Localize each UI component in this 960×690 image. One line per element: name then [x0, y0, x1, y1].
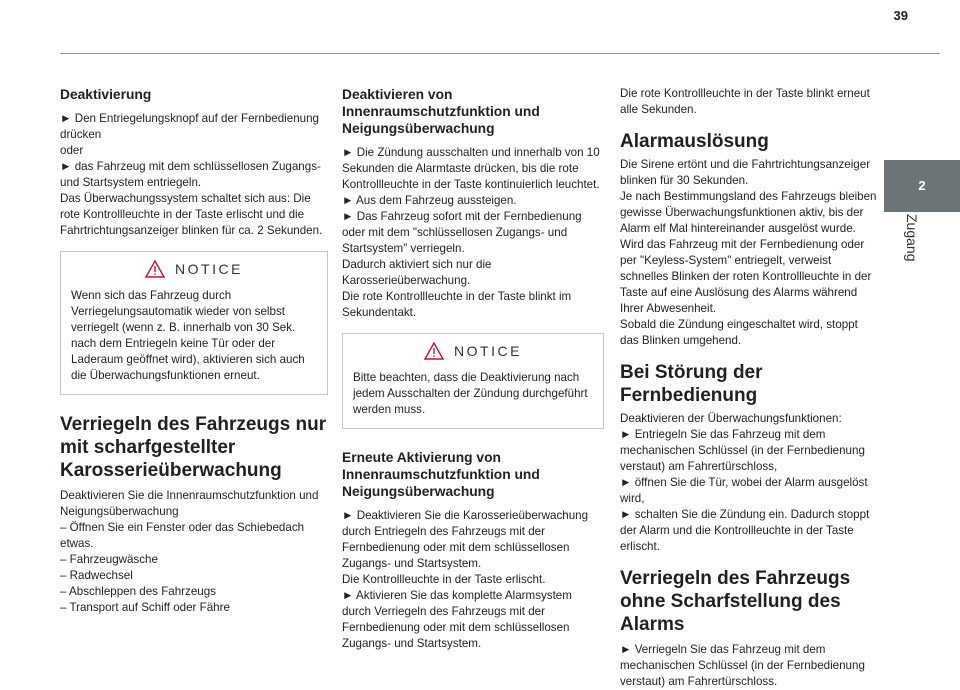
paragraph: Je nach Bestimmungsland des Fahrzeugs bleiben gewisse Überwachungsfunktionen aktiv, bis der Alarm elf Mal hintereinander ausgelöst wurde. — [620, 190, 877, 235]
alarm-text — [620, 157, 878, 349]
column-3 — [620, 80, 878, 690]
warning-icon — [145, 260, 165, 278]
heading-alarm-trigger: Alarmauslösung — [620, 131, 769, 152]
deactivate-interior-steps — [342, 145, 604, 321]
paragraph: Die Kontrollleuchte in der Taste erlischt. — [342, 573, 546, 586]
warning-icon — [424, 342, 444, 360]
paragraph: Dadurch aktiviert sich nur die Karosserieüberwachung. — [342, 258, 492, 287]
chapter-title: Zugang — [904, 214, 920, 262]
header-divider — [60, 53, 940, 54]
column-2 — [342, 80, 604, 652]
step: oder — [60, 144, 84, 157]
heading-lock-body-only: Verriegeln des Fahrzeugs nur mit scharfgestellter Karosserieüberwachung — [60, 414, 327, 481]
list-item: – Radwechsel — [60, 569, 133, 582]
paragraph: Die rote Kontrollleuchte in der Taste blinkt im Sekundentakt. — [342, 290, 572, 319]
list-item: – Transport auf Schiff oder Fähre — [60, 601, 230, 614]
paragraph: Die rote Kontrollleuchte in der Taste blinkt erneut alle Sekunden. — [620, 87, 870, 116]
heading-deactivate-interior: Deaktivieren von Innenraumschutzfunktion und Neigungsüberwachung — [342, 87, 540, 136]
list-item: – Fahrzeugwäsche — [60, 553, 158, 566]
paragraph: Deaktivieren Sie die Innenraumschutzfunktion und Neigungsüberwachung — [60, 489, 319, 518]
step: ► Aus dem Fahrzeug aussteigen. — [342, 194, 517, 207]
notice-box — [60, 251, 328, 395]
reactivate-steps — [342, 508, 604, 652]
step: ► Verriegeln Sie das Fahrzeug mit dem mechanischen Schlüssel (in der Fernbedienung verstaut) am Fahrertürschloss. — [620, 643, 865, 688]
deactivation-steps — [60, 111, 328, 239]
step: ► Den Entriegelungsknopf auf der Fernbedienung drücken — [60, 112, 319, 141]
page-number: 39 — [893, 8, 908, 23]
step: ► Deaktivieren Sie die Karosserieüberwachung durch Entriegeln des Fahrzeugs mit der Fernbedienung oder mit dem schlüssellosen Zugangs- und Startsystem. — [342, 509, 589, 570]
heading-lock-without-alarm: Verriegeln des Fahrzeugs ohne Scharfstellung des Alarms — [620, 568, 851, 635]
chapter-label — [898, 214, 938, 314]
heading-deactivation: Deaktivierung — [60, 87, 152, 102]
paragraph: Deaktivieren der Überwachungsfunktionen: — [620, 412, 842, 425]
step: ► Entriegeln Sie das Fahrzeug mit dem mechanischen Schlüssel (in der Fernbedienung verstaut) am Fahrertürschloss, — [620, 428, 865, 473]
list-item: – Abschleppen des Fahrzeugs — [60, 585, 216, 598]
column-1 — [60, 80, 328, 616]
notice-title: NOTICE — [454, 343, 522, 359]
paragraph: Sobald die Zündung eingeschaltet wird, stoppt das Blinken umgehend. — [620, 318, 858, 347]
paragraph: Das Überwachungssystem schaltet sich aus: Die rote Kontrollleuchte in der Taste erlischt und die Fahrtrichtungsanzeiger blinken für ca. 2 Sekunden. — [60, 192, 323, 237]
step: ► Das Fahrzeug sofort mit der Fernbedienung oder mit dem "schlüssellosen Zugangs- und Startsystem" verriegeln. — [342, 210, 582, 255]
remote-failure-steps — [620, 411, 878, 555]
step: ► öffnen Sie die Tür, wobei der Alarm ausgelöst wird, — [620, 476, 868, 505]
step: ► das Fahrzeug mit dem schlüssellosen Zugangs- und Startsystem entriegeln. — [60, 160, 321, 189]
notice-text: Wenn sich das Fahrzeug durch Verriegelungsautomatik wieder von selbst verriegelt (wenn z. B. innerhalb von 30 Sek. nach dem Entriegeln keine Tür oder der Laderaum geöffnet wird), aktivieren sich auch die Überwachungsfunktionen erneut. — [71, 289, 305, 382]
notice-box — [342, 333, 604, 429]
heading-reactivate: Erneute Aktivierung von Innenraumschutzfunktion und Neigungsüberwachung — [342, 450, 540, 499]
list-item: – Öffnen Sie ein Fenster oder das Schiebedach etwas. — [60, 521, 305, 550]
step: ► schalten Sie die Zündung ein. Dadurch stoppt der Alarm und die Kontrollleuchte in der Taste erlischt. — [620, 508, 870, 553]
notice-text: Bitte beachten, dass die Deaktivierung nach jedem Ausschalten der Zündung durchgeführt werden muss. — [353, 371, 588, 416]
paragraph: Wird das Fahrzeug mit der Fernbedienung oder per "Keyless-System" entriegelt, verweist schnelles Blinken der roten Kontrollleuchte in der Taste auf eine Auslösung des Alarms während Ihrer Abwesenheit. — [620, 238, 872, 315]
lock-list — [60, 488, 328, 616]
step: ► Die Zündung ausschalten und innerhalb von 10 Sekunden die Alarmtaste drücken, bis die rote Kontrollleuchte in der Taste kontinuierlich leuchtet. — [342, 146, 600, 191]
step: ► Aktivieren Sie das komplette Alarmsystem durch Verriegeln des Fahrzeugs mit der Fernbedienung oder mit dem schlüssellosen Zugangs- und Startsystem. — [342, 589, 572, 650]
notice-title: NOTICE — [175, 261, 243, 277]
heading-remote-failure: Bei Störung der Fernbedienung — [620, 362, 763, 406]
paragraph: Die Sirene ertönt und die Fahrtrichtungsanzeiger blinken für 30 Sekunden. — [620, 158, 871, 187]
lock-without-alarm-steps — [620, 642, 878, 690]
chapter-tab[interactable]: 2 — [884, 160, 960, 212]
